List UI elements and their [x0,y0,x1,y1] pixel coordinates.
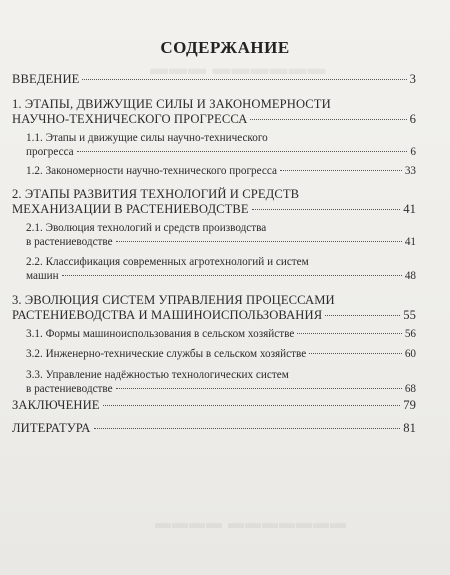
toc-entry-section-2-1[interactable] [26,221,416,249]
leader-dots [252,209,400,210]
toc-entry-conclusion[interactable] [12,398,416,413]
toc-entry-title: ЗАКЛЮЧЕНИЕ [12,398,100,412]
toc-entry-title-line1: 1.1. Этапы и движущие силы научно-технического [26,132,268,144]
toc-entry-title-line2: МЕХАНИЗАЦИИ В РАСТЕНИЕВОДСТВЕ [12,202,249,216]
toc-entry-section-3-3[interactable] [26,368,416,396]
toc-page-number: 68 [404,383,416,395]
toc-entry-section-1-2[interactable] [26,164,416,178]
toc-entry-title: 3.1. Формы машиноиспользования в сельском хозяйстве [26,328,295,340]
toc-entry-section-3-1[interactable] [26,327,416,341]
toc-page-number: 60 [404,348,416,360]
toc-page-number: 6 [409,112,416,126]
toc-entry-title: 3.2. Инженерно-технические службы в сельском хозяйстве [26,348,307,360]
toc-entry-section-1-1[interactable] [26,131,416,159]
toc-entry-title-line2: машин [26,270,59,282]
toc-page-number: 81 [403,421,416,435]
toc-entry-chapter-2[interactable] [12,187,416,217]
leader-dots [116,241,402,242]
toc-entry-references[interactable] [12,421,416,436]
toc-entry-title-line2: НАУЧНО-ТЕХНИЧЕСКОГО ПРОГРЕССА [12,112,248,126]
toc-entry-section-3-2[interactable] [26,347,416,361]
toc-page-number: 33 [404,165,416,177]
toc-entry-title-line2: прогресса [26,146,74,158]
toc-entry-title-line2: в растениеводстве [26,236,113,248]
toc-entry-title-line1: 2.2. Классификация современных агротехнологий и систем [26,256,309,268]
toc-entry-title-line1: 2.1. Эволюция технологий и средств производства [26,222,267,234]
leader-dots [77,151,408,152]
toc-page-number: 41 [404,236,416,248]
toc-entry-section-2-2[interactable] [26,255,416,283]
leader-dots [62,275,402,276]
toc-entry-title: 1.2. Закономерности научно-технического прогресса [26,165,277,177]
toc-page-number: 79 [403,398,416,412]
toc-entry-title-line1: 3. ЭВОЛЮЦИЯ СИСТЕМ УПРАВЛЕНИЯ ПРОЦЕССАМИ [12,293,335,307]
toc-page-number: 48 [404,270,416,282]
leader-dots [250,119,406,120]
toc-entry-title: ВВЕДЕНИЕ [12,72,80,86]
toc-entry-title-line1: 1. ЭТАПЫ, ДВИЖУЩИЕ СИЛЫ И ЗАКОНОМЕРНОСТИ [12,97,331,111]
toc-entry-title: ЛИТЕРАТУРА [12,421,91,435]
toc-entry-title-line1: 2. ЭТАПЫ РАЗВИТИЯ ТЕХНОЛОГИЙ И СРЕДСТВ [12,187,300,201]
show-through-bottom: ▬▬▬▬ ▬▬▬▬▬▬▬ [155,515,347,532]
leader-dots [297,333,402,334]
toc-entry-introduction[interactable] [12,72,416,87]
leader-dots [103,405,401,406]
toc-page-number: 3 [409,72,416,86]
toc-entry-title-line2: в растениеводстве [26,383,113,395]
show-through-top: ▬▬▬ ▬▬▬▬▬▬ [150,58,327,78]
toc-entry-chapter-1[interactable] [12,97,416,127]
leader-dots [280,170,402,171]
leader-dots [82,79,406,80]
leader-dots [325,315,400,316]
toc-page-number: 56 [404,328,416,340]
contents-title: СОДЕРЖАНИЕ [160,38,290,57]
toc-page-number: 55 [403,308,416,322]
toc-entry-title-line2: РАСТЕНИЕВОДСТВА И МАШИНОИСПОЛЬЗОВАНИЯ [12,308,323,322]
leader-dots [309,353,402,354]
toc-entry-chapter-3[interactable] [12,293,416,323]
leader-dots [116,388,402,389]
leader-dots [94,428,401,429]
toc-page-number: 6 [410,146,416,158]
toc-entry-title-line1: 3.3. Управление надёжностью технологических систем [26,369,289,381]
toc-page-number: 41 [403,202,416,216]
